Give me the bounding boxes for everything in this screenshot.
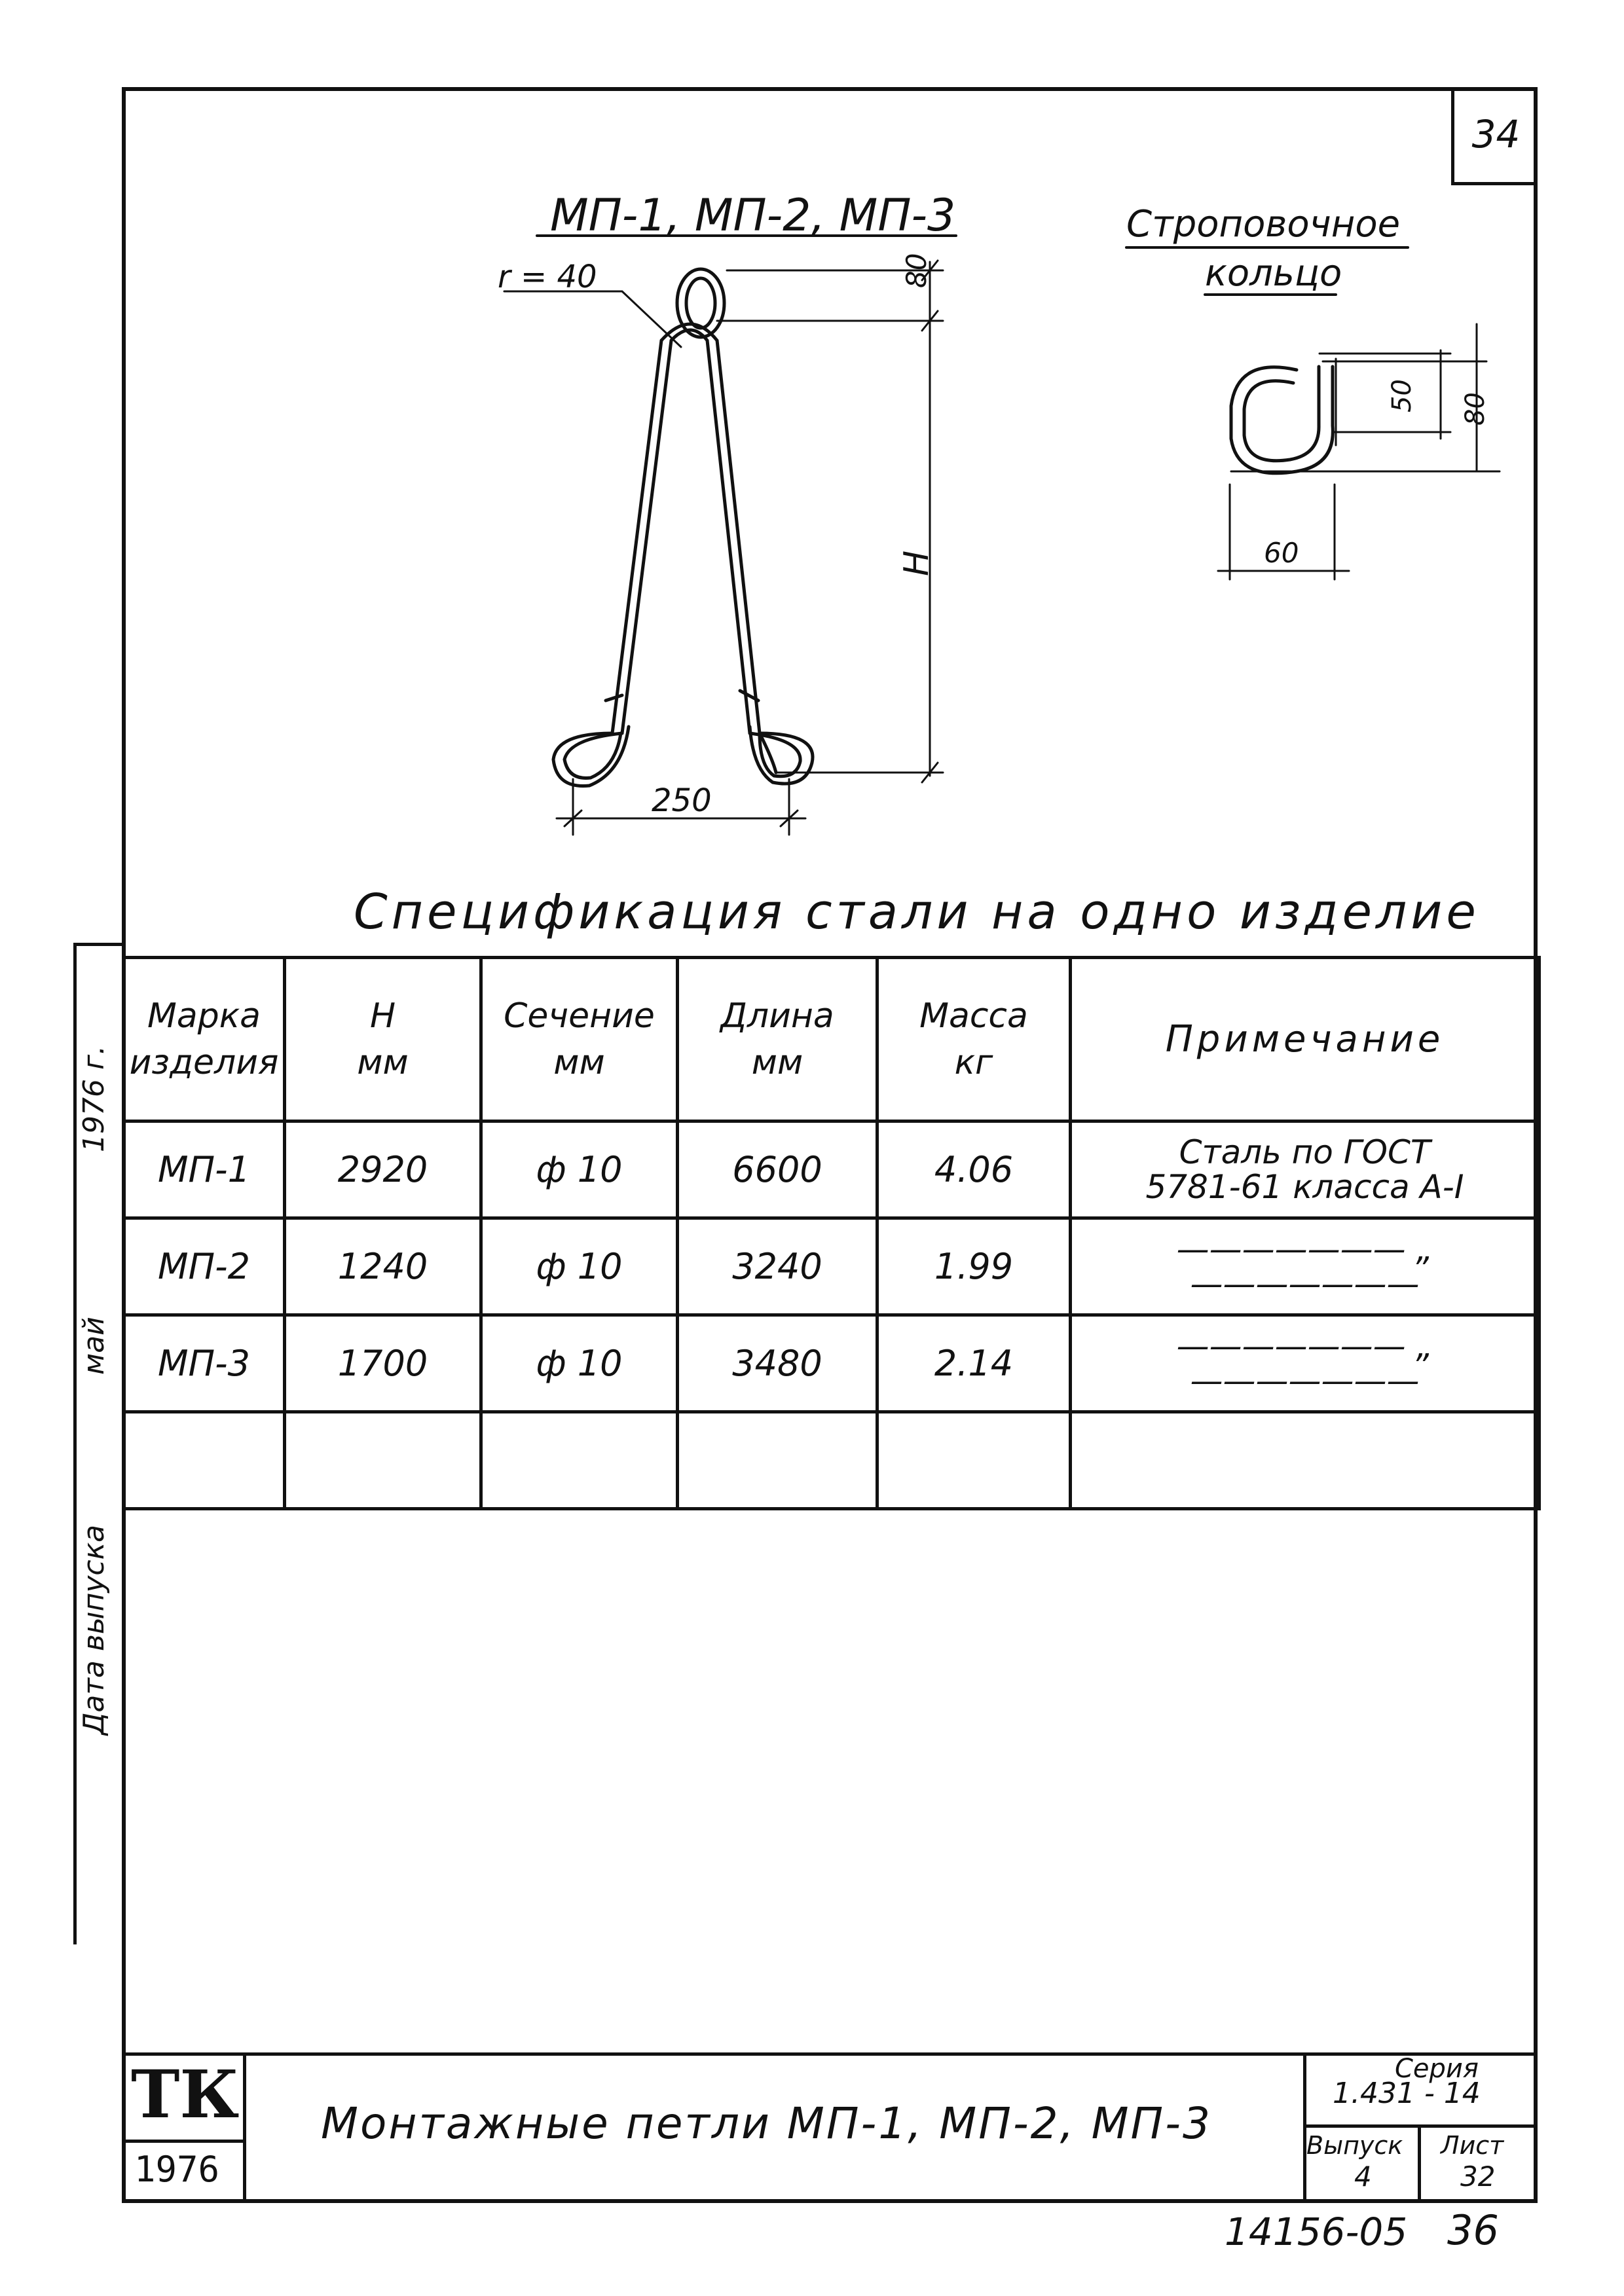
ring-dim-outer: 80 [1460,392,1490,426]
header-h: H мм [285,958,481,1121]
dim-height-label: H [897,550,936,576]
cell-length: 3480 [678,1315,877,1412]
spec-header-row [124,958,1540,1121]
header-mass: Масса кг [877,958,1071,1121]
cell-section: ф 10 [481,1218,678,1315]
ring-title-line1: Строповочное [1126,203,1401,246]
cell-mass: 2.14 [877,1315,1071,1412]
issue-year: 1976 г. [77,1045,111,1152]
cell-section: ф 10 [481,1121,678,1218]
dim-width-label: 250 [652,782,712,819]
cell-mass: 1.99 [877,1218,1071,1315]
tk-logo: ТК [131,2056,240,2133]
table-row-empty [124,1412,1540,1509]
cell-length: 6600 [678,1121,877,1218]
series-value: 1.431 - 14 [1333,2077,1481,2110]
title-block-year: 1976 [134,2149,220,2190]
header-mark: Марка изделия [124,958,285,1121]
footer-code: 14156-05 [1225,2210,1408,2254]
header-note: Примечание [1071,958,1540,1121]
spec-title: Спецификация стали на одно изделие [354,884,1480,940]
cell-h: 1700 [285,1315,481,1412]
issue-date-label: Дата выпуска [77,1524,111,1735]
cell-note: ——————— „ ——————— [1071,1218,1540,1315]
cell-note: Сталь по ГОСТ 5781-61 класса А-I [1071,1121,1540,1218]
footer-page: 36 [1447,2206,1499,2254]
header-length: Длина мм [678,958,877,1121]
cell-mark: МП-3 [124,1315,285,1412]
cell-h: 2920 [285,1121,481,1218]
spec-table [122,956,1541,1510]
sheet-label: Лист [1441,2131,1504,2160]
ring-dim-inner: 50 [1387,379,1417,412]
sheet-number: 34 [1451,87,1538,185]
table-row [124,1121,1540,1218]
cell-section: ф 10 [481,1315,678,1412]
ring-title-line2: кольцо [1205,252,1342,295]
table-row [124,1315,1540,1412]
table-row [124,1218,1540,1315]
cell-mass: 4.06 [877,1121,1071,1218]
ring-dim-width: 60 [1264,537,1299,569]
issue-month: май [77,1317,111,1375]
cell-mark: МП-2 [124,1218,285,1315]
cell-length: 3240 [678,1218,877,1315]
issue-value: 4 [1354,2160,1372,2193]
cell-mark: МП-1 [124,1121,285,1218]
loop-title: МП-1, МП-2, МП-3 [550,190,956,242]
dim-top-label: 80 [900,253,932,288]
radius-label: r = 40 [498,259,597,295]
sheet-value: 32 [1460,2160,1496,2193]
cell-note: ——————— „ ——————— [1071,1315,1540,1412]
cell-h: 1240 [285,1218,481,1315]
issue-label: Выпуск [1306,2131,1403,2160]
header-section: Сечение мм [481,958,678,1121]
title-block-title: Монтажные петли МП-1, МП-2, МП-3 [321,2098,1212,2149]
series-label: Серия [1395,2054,1479,2084]
